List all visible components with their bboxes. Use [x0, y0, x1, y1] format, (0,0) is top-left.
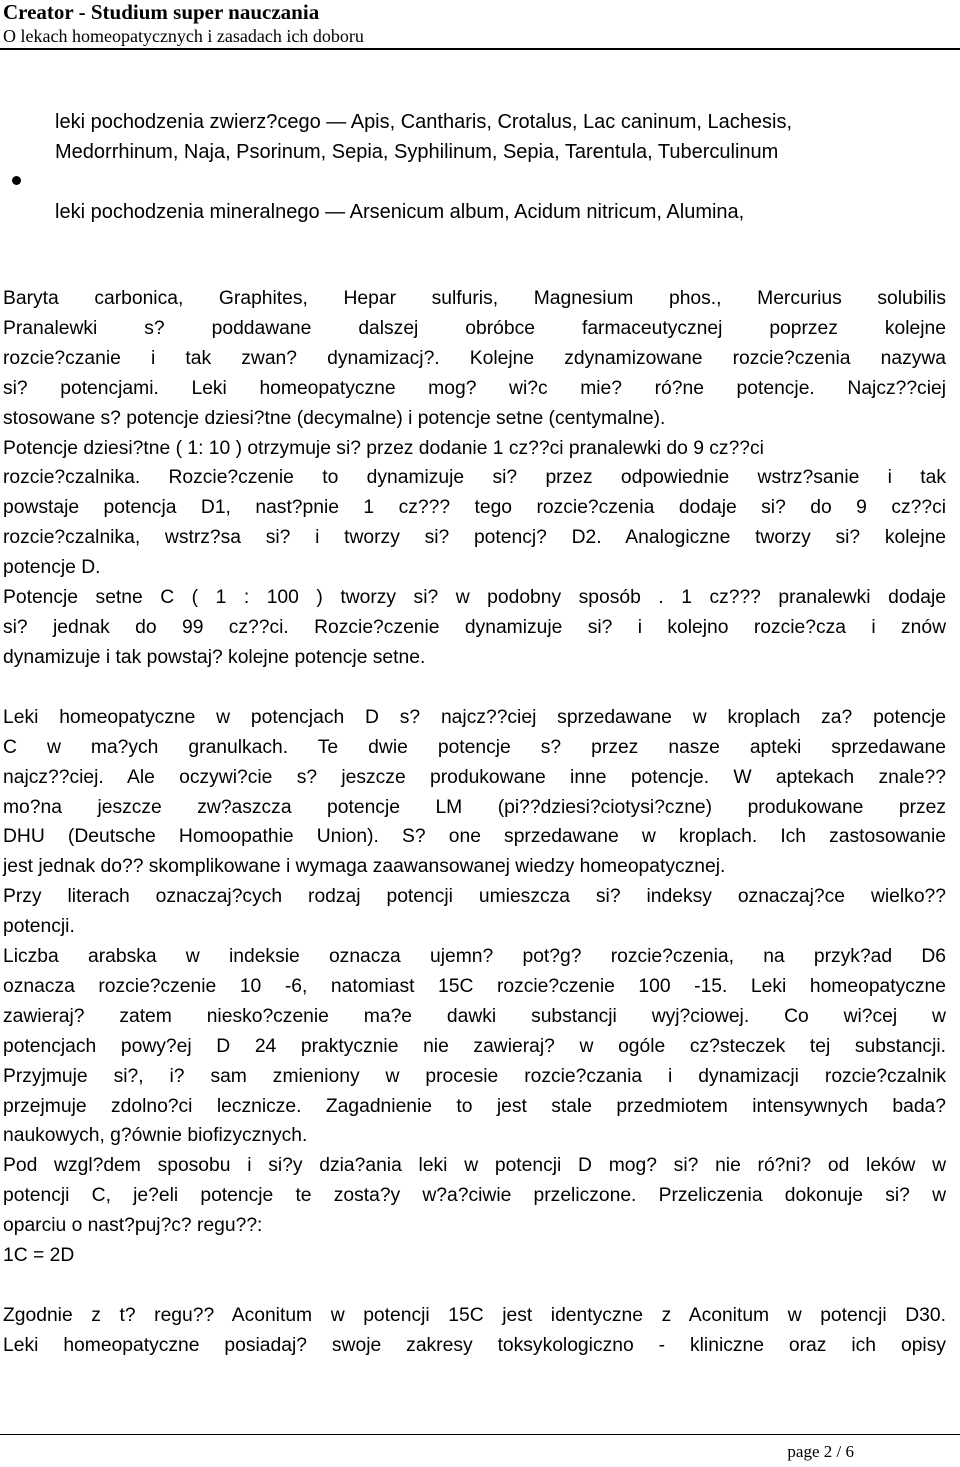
- list-item-line: leki pochodzenia zwierz?cego — Apis, Cantharis, Crotalus, Lac caninum, Lachesis,: [55, 111, 793, 133]
- bullet-list: [55, 107, 955, 227]
- paragraph-leki: [3, 703, 946, 1271]
- footer-divider: [0, 1434, 960, 1435]
- text-line: potencje D.: [3, 557, 101, 579]
- text-line: rozcie?czalnika. Rozcie?czenie to dynamizuje si? przez odpowiednie wstrz?sanie i tak: [3, 467, 946, 489]
- text-line: dynamizuje i tak powstaj? kolejne potencje setne.: [3, 646, 426, 668]
- text-line: oznacza rozcie?czenie 10 -6, natomiast 15C rozcie?czenie 100 -15. Leki homeopatyczne: [3, 975, 946, 997]
- text-line: Pod wzgl?dem sposobu i si?y dzia?ania leki w potencji D mog? si? nie ró?ni? od leków w: [3, 1155, 946, 1177]
- text-line: najcz??ciej. Ale oczywi?cie s? jeszcze produkowane inne potencje. W aptekach znale??: [3, 766, 946, 788]
- site-title: Creator - Studium super nauczania: [3, 0, 320, 24]
- text-line: si? jednak do 99 cz??ci. Rozcie?czenie dynamizuje si? i kolejno rozcie?cza i znów: [3, 616, 946, 638]
- text-line: powstaje potencja D1, nast?pnie 1 cz??? tego rozcie?czenia dodaje si? do 9 cz??ci: [3, 497, 946, 519]
- text-line: stosowane s? potencje dziesi?tne (decymalne) i potencje setne (centymalne).: [3, 407, 666, 429]
- text-line: Leki homeopatyczne posiadaj? swoje zakresy toksykologiczno - kliniczne oraz ich opisy: [3, 1334, 946, 1356]
- article-title: O lekach homeopatycznych i zasadach ich doboru: [3, 26, 364, 46]
- page-number: page 2 / 6: [787, 1442, 854, 1461]
- paragraph-spacer: [3, 673, 946, 703]
- text-line: Przyjmuje si?, i? sam zmieniony w procesie rozcie?czania i dynamizacji rozcie?czalnik: [3, 1065, 946, 1087]
- text-line: oparciu o nast?puj?c? regu??:: [3, 1215, 263, 1237]
- text-line: Pranalewki s? poddawane dalszej obróbce farmaceutycznej poprzez kolejne: [3, 317, 946, 339]
- text-line: Liczba arabska w indeksie oznacza ujemn? pot?g? rozcie?czenia, na przyk?ad D6: [3, 946, 946, 968]
- text-line: rozcie?czanie i tak zwan? dynamizacj?. Kolejne zdynamizowane rozcie?czenia nazywa: [3, 347, 946, 369]
- header-divider: [0, 48, 960, 50]
- bullet-icon: [12, 176, 21, 185]
- text-line: zawieraj? zatem niesko?czenie ma?e dawki substancji wyj?ciowej. Co wi?cej w: [3, 1005, 946, 1027]
- text-line: si? potencjami. Leki homeopatyczne mog? wi?c mie? ró?ne potencje. Najcz??ciej: [3, 377, 946, 399]
- text-line: potencji C, je?eli potencje te zosta?y w?a?ciwie przeliczone. Przeliczenia dokonuje si? w: [3, 1185, 946, 1207]
- text-line: Zgodnie z t? regu?? Aconitum w potencji 15C jest identyczne z Aconitum w potencji D30.: [3, 1305, 946, 1326]
- list-item-line: Medorrhinum, Naja, Psorinum, Sepia, Syphilinum, Sepia, Tarentula, Tuberculinum: [55, 141, 779, 163]
- text-line: potencjach powy?ej D 24 praktycznie nie zawieraj? w ogóle cz?steczek tej substancji.: [3, 1035, 946, 1057]
- text-line: DHU (Deutsche Homoopathie Union). S? one sprzedawane w kroplach. Ich zastosowanie: [3, 826, 946, 848]
- text-line: mo?na jeszcze zw?aszcza potencje LM (pi??dziesi?ciotysi?czne) produkowane przez: [3, 796, 946, 818]
- page-header: [3, 0, 953, 47]
- text-line: Leki homeopatyczne w potencjach D s? najcz??ciej sprzedawane w kroplach za? potencje: [3, 706, 946, 728]
- text-line: Potencje setne C ( 1 : 100 ) tworzy si? w podobny sposób . 1 cz??? pranalewki dodaje: [3, 587, 946, 609]
- text-line: C w ma?ych granulkach. Te dwie potencje s? przez nasze apteki sprzedawane: [3, 736, 946, 758]
- text-line: potencji.: [3, 916, 75, 938]
- paragraph-spacer: [3, 1271, 946, 1301]
- paragraph-zgodnie: [3, 1301, 946, 1361]
- list-item-line: leki pochodzenia mineralnego — Arsenicum album, Acidum nitricum, Alumina,: [55, 201, 745, 223]
- text-line: Baryta carbonica, Graphites, Hepar sulfuris, Magnesium phos., Mercurius solubilis: [3, 288, 946, 309]
- text-line: rozcie?czalnika, wstrz?sa si? i tworzy si? potencj? D2. Analogiczne tworzy si? kolejne: [3, 527, 946, 549]
- article-body: [3, 284, 946, 1361]
- paragraph-potencje: [3, 284, 946, 673]
- text-line: Potencje dziesi?tne ( 1: 10 ) otrzymuje si? przez dodanie 1 cz??ci pranalewki do 9 cz??ci: [3, 437, 764, 459]
- text-line: jest jednak do?? skomplikowane i wymaga zaawansowanej wiedzy homeopatycznej.: [3, 856, 726, 878]
- text-line: Przy literach oznaczaj?cych rodzaj potencji umieszcza si? indeksy oznaczaj?ce wielko??: [3, 886, 946, 908]
- text-line: naukowych, g?ównie biofizycznych.: [3, 1125, 308, 1147]
- text-line: 1C = 2D: [3, 1245, 75, 1267]
- text-line: przejmuje zdolno?ci lecznicze. Zagadnienie to jest stale przedmiotem intensywnych bada?: [3, 1095, 946, 1117]
